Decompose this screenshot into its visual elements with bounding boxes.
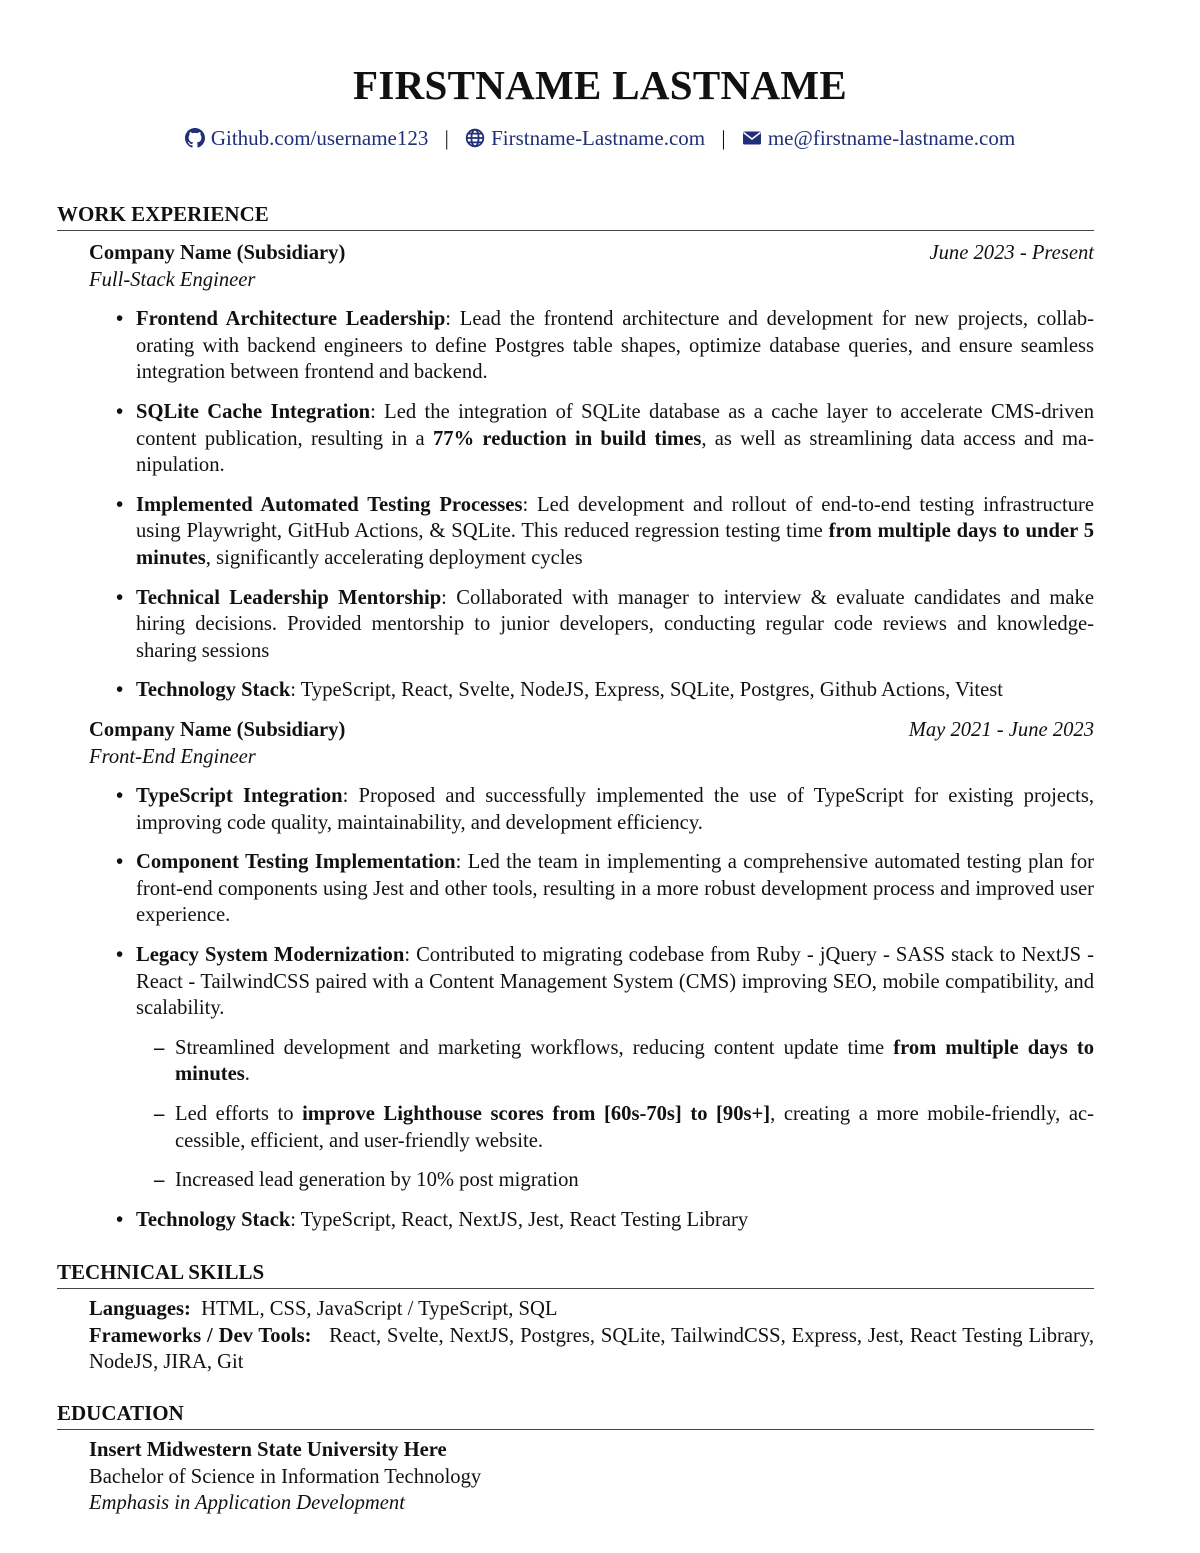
list-item: • Implemented Automated Testing Processes: Led development and rollout of end-to-end testing infrastructure using Playwright, GitHub Actions, & SQLite. This reduced regression testing time from multiple days to under 5 minutes, significantly accelerating deployment cycles bbox=[116, 493, 1094, 569]
languages-value: HTML, CSS, JavaScript / TypeScript, SQL bbox=[201, 1298, 558, 1320]
languages-row bbox=[89, 1296, 1094, 1323]
website-text: Firstname-Lastname.com bbox=[491, 126, 706, 150]
job-header bbox=[89, 240, 1094, 267]
website-link[interactable] bbox=[460, 126, 711, 150]
section-title: EDUCATION bbox=[57, 1400, 1094, 1430]
skills-body bbox=[57, 1289, 1094, 1376]
envelope-icon bbox=[742, 128, 762, 148]
work-experience-section bbox=[57, 201, 1094, 1233]
sub-bullet-list bbox=[136, 1035, 1094, 1194]
job-entry bbox=[57, 231, 1094, 704]
globe-icon bbox=[465, 128, 485, 148]
section-title: TECHNICAL SKILLS bbox=[57, 1259, 1094, 1289]
list-item: • Component Testing Implementation: Led the team in implementing a comprehensive automated testing plan for front-end components using Jest and other tools, resulting in a more robust development process and improved user experience. bbox=[116, 851, 1095, 927]
email-text: me@firstname-lastname.com bbox=[767, 126, 1016, 150]
education-body bbox=[57, 1430, 1094, 1517]
sub-list-item: – Led efforts to improve Lighthouse scores from [60s-70s] to [90s+], creating a more mobile-friendly, ac- cessible, efficient, and user-friendly website. bbox=[154, 1103, 1095, 1152]
github-icon bbox=[185, 128, 205, 148]
github-text: Github.com/username123 bbox=[210, 126, 429, 150]
emphasis: Emphasis in Application Development bbox=[89, 1492, 405, 1515]
job-header bbox=[89, 717, 1094, 744]
job-dates: June 2023 - Present bbox=[929, 242, 1094, 264]
list-item: • TypeScript Integration: Proposed and successfully implemented the use of TypeScript for existing projects, improving code quality, maintainability, and development efficiency. bbox=[116, 785, 1094, 834]
list-item: • SQLite Cache Integration: Led the integration of SQLite database as a cache layer to accelerate CMS-driven content publication, resulting in a 77% reduction in build times, as well as streamlining data access and ma- nipulation. bbox=[116, 400, 1094, 477]
candidate-name: FIRSTNAME LASTNAME bbox=[352, 62, 848, 108]
job-dates: May 2021 - June 2023 bbox=[908, 718, 1094, 741]
list-item: • Legacy System Modernization: Contributed to migrating codebase from Ruby - jQuery - SASS stack to NextJS - React - TailwindCSS paired with a Content Management System (CMS) improving SEO, mobile compatibility, and scalability. – Streamlined development and marketing workflows, reducing content update time from multiple days to minutes. – Led efforts to improve Lighthouse scores from [60s-70s] to [90s+], creating a more mobile-friendly, ac- cessible, efficient, and user-friendly website. – Increased lead generation by 10% post migration bbox=[89, 942, 1094, 1194]
job-entry bbox=[57, 704, 1094, 1234]
job-role: Full-Stack Engineer bbox=[89, 268, 256, 291]
frameworks-label: Frameworks / Dev Tools: bbox=[89, 1324, 312, 1347]
list-item: • Technical Leadership Mentorship: Collaborated with manager to interview & evaluate candidates and make hiring decisions. Provided mentorship to junior developers, conducting regular code reviews and knowledge- sharing sessions bbox=[116, 586, 1094, 662]
company-name: Company Name (Subsidiary) bbox=[89, 242, 346, 264]
email-link[interactable] bbox=[737, 126, 1016, 150]
separator: | bbox=[721, 126, 726, 150]
education-section bbox=[57, 1400, 1094, 1517]
job-role: Front-End Engineer bbox=[89, 745, 256, 768]
section-title: WORK EXPERIENCE bbox=[57, 201, 1094, 231]
list-item: • Technology Stack: TypeScript, React, Svelte, NodeJS, Express, SQLite, Postgres, Github Actions, Vitest bbox=[116, 679, 1004, 702]
sub-list-item: – Increased lead generation by 10% post migration bbox=[154, 1169, 579, 1192]
separator: | bbox=[444, 126, 449, 150]
github-link[interactable] bbox=[185, 126, 434, 150]
technical-skills-section bbox=[57, 1259, 1094, 1376]
bullet-list bbox=[89, 783, 1094, 1233]
company-name: Company Name (Subsidiary) bbox=[89, 718, 346, 741]
languages-label: Languages: bbox=[89, 1298, 191, 1320]
list-item: • Technology Stack: TypeScript, React, NextJS, Jest, React Testing Library bbox=[116, 1208, 749, 1231]
degree: Bachelor of Science in Information Technology bbox=[89, 1465, 482, 1488]
school-name: Insert Midwestern State University Here bbox=[89, 1439, 447, 1461]
sub-list-item: – Streamlined development and marketing workflows, reducing content update time from multiple days to minutes. bbox=[154, 1036, 1094, 1086]
contact-line bbox=[0, 124, 1200, 152]
frameworks-row bbox=[89, 1323, 1094, 1376]
list-item: • Frontend Architecture Leadership: Lead the frontend architecture and development for new projects, collab- orating with backend engineers to define Postgres table shapes, optimize database queries, and ensure seamless integration between frontend and backend. bbox=[116, 308, 1095, 384]
bullet-list bbox=[89, 306, 1094, 704]
frameworks-value: React, Svelte, NextJS, Postgres, SQLite, TailwindCSS, Express, Jest, React Testing Library, NodeJS, JIRA, Git bbox=[89, 1324, 1095, 1374]
